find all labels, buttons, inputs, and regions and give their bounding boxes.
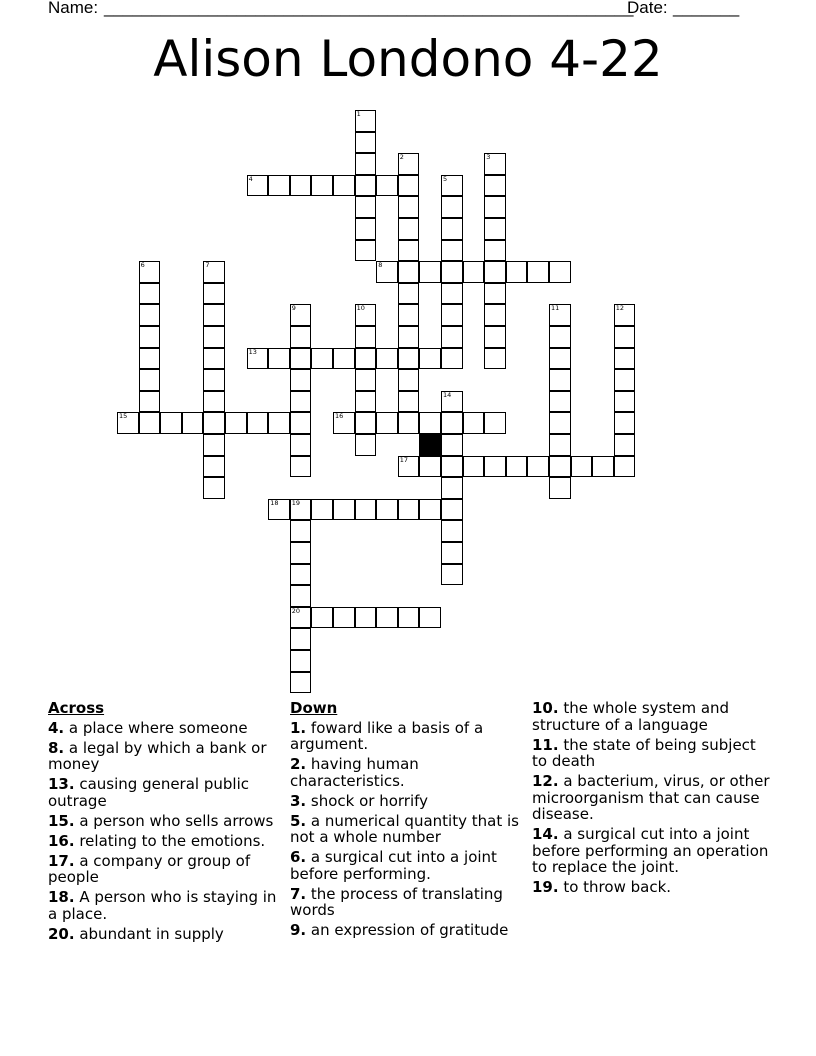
- black-cell: [419, 434, 441, 456]
- grid-cell[interactable]: [484, 326, 506, 348]
- clue-4: [48, 720, 283, 737]
- grid-cell[interactable]: [247, 348, 269, 370]
- grid-cell[interactable]: [398, 283, 420, 305]
- clue-text: causing general public outrage: [48, 775, 249, 810]
- grid-cell[interactable]: [290, 434, 312, 456]
- grid-cell[interactable]: [225, 412, 247, 434]
- grid-cell[interactable]: [484, 175, 506, 197]
- clue-text: foward like a basis of a argument.: [290, 718, 484, 753]
- grid-cell[interactable]: [290, 499, 312, 521]
- grid-cell[interactable]: [139, 391, 161, 413]
- grid-cell[interactable]: [614, 348, 636, 370]
- grid-cell[interactable]: [484, 240, 506, 262]
- grid-cell[interactable]: [398, 456, 420, 478]
- clue-text: a surgical cut into a joint before performing an operation to replace the joint.: [532, 825, 769, 876]
- cell-number: 10: [356, 304, 365, 313]
- clue-number: 7.: [290, 884, 307, 903]
- clue-9: [290, 922, 520, 939]
- clue-number: 20.: [48, 924, 75, 943]
- grid-cell[interactable]: [549, 412, 571, 434]
- clue-text: shock or horrify: [306, 791, 429, 810]
- grid-cell[interactable]: [333, 412, 355, 434]
- grid-cell[interactable]: [398, 261, 420, 283]
- name-blank[interactable]: ________________________________________________________: [104, 0, 634, 17]
- grid-cell[interactable]: [398, 196, 420, 218]
- clue-number: 5.: [290, 811, 307, 830]
- grid-cell[interactable]: [398, 218, 420, 240]
- grid-cell[interactable]: [139, 283, 161, 305]
- clue-number: 17.: [48, 851, 75, 870]
- cell-number: 19: [291, 498, 301, 507]
- grid-cell[interactable]: [139, 326, 161, 348]
- grid-cell[interactable]: [247, 412, 269, 434]
- grid-cell[interactable]: [139, 261, 161, 283]
- cell-number: 18: [270, 498, 279, 507]
- grid-cell[interactable]: [355, 304, 377, 326]
- page-title: Alison Londono 4-22: [153, 30, 663, 88]
- grid-cell[interactable]: [398, 304, 420, 326]
- grid-cell[interactable]: [203, 283, 225, 305]
- cell-number: 16: [335, 412, 344, 421]
- clue-14: [532, 826, 772, 876]
- grid-cell[interactable]: [419, 348, 441, 370]
- clue-number: 1.: [290, 718, 307, 737]
- grid-cell[interactable]: [441, 520, 463, 542]
- grid-cell[interactable]: [290, 585, 312, 607]
- clue-number: 15.: [48, 811, 75, 830]
- grid-cell[interactable]: [441, 261, 463, 283]
- grid-cell[interactable]: [355, 132, 377, 154]
- clue-number: 3.: [290, 791, 307, 810]
- grid-cell[interactable]: [376, 607, 398, 629]
- grid-cell[interactable]: [398, 175, 420, 197]
- down-clues-continued: [532, 700, 772, 899]
- grid-cell[interactable]: [419, 412, 441, 434]
- grid-cell[interactable]: [290, 672, 312, 694]
- grid-cell[interactable]: [311, 607, 333, 629]
- clue-number: 11.: [532, 735, 559, 754]
- grid-cell[interactable]: [355, 391, 377, 413]
- clue-number: 12.: [532, 772, 559, 790]
- grid-cell[interactable]: [355, 218, 377, 240]
- cell-number: 7: [205, 261, 210, 270]
- clue-text: a place where someone: [64, 718, 248, 737]
- grid-cell[interactable]: [441, 391, 463, 413]
- grid-cell[interactable]: [203, 477, 225, 499]
- grid-cell[interactable]: [571, 456, 593, 478]
- clue-text: having human characteristics.: [290, 755, 419, 790]
- clue-number: 6.: [290, 848, 307, 866]
- grid-cell[interactable]: [398, 412, 420, 434]
- clue-2: [290, 756, 520, 789]
- cell-number: 8: [378, 261, 383, 270]
- grid-cell[interactable]: [203, 304, 225, 326]
- down-heading: Down: [290, 699, 338, 717]
- cell-number: 2: [399, 153, 404, 162]
- grid-cell[interactable]: [203, 348, 225, 370]
- grid-cell[interactable]: [117, 412, 139, 434]
- cell-number: 13: [248, 347, 257, 356]
- grid-cell[interactable]: [290, 650, 312, 672]
- grid-cell[interactable]: [549, 391, 571, 413]
- clue-text: to throw back.: [558, 878, 672, 896]
- clue-text: a numerical quantity that is not a whole number: [290, 811, 519, 846]
- grid-cell[interactable]: [398, 499, 420, 521]
- grid-cell[interactable]: [333, 175, 355, 197]
- grid-cell[interactable]: [441, 326, 463, 348]
- grid-cell[interactable]: [139, 412, 161, 434]
- grid-cell[interactable]: [441, 542, 463, 564]
- grid-cell[interactable]: [549, 348, 571, 370]
- clue-12: [532, 773, 772, 823]
- grid-cell[interactable]: [398, 326, 420, 348]
- grid-cell[interactable]: [139, 348, 161, 370]
- grid-cell[interactable]: [484, 261, 506, 283]
- grid-cell[interactable]: [592, 456, 614, 478]
- grid-cell[interactable]: [441, 283, 463, 305]
- grid-cell[interactable]: [203, 434, 225, 456]
- clue-text: a bacterium, virus, or other microorganism that can cause disease.: [532, 772, 770, 823]
- grid-cell[interactable]: [355, 412, 377, 434]
- grid-cell[interactable]: [506, 456, 528, 478]
- clue-number: 2.: [290, 755, 307, 773]
- grid-cell[interactable]: [549, 456, 571, 478]
- grid-cell[interactable]: [398, 369, 420, 391]
- grid-cell[interactable]: [484, 348, 506, 370]
- grid-cell[interactable]: [203, 456, 225, 478]
- grid-cell[interactable]: [290, 412, 312, 434]
- grid-cell[interactable]: [290, 628, 312, 650]
- clue-number: 10.: [532, 699, 559, 717]
- grid-cell[interactable]: [355, 434, 377, 456]
- clue-text: a person who sells arrows: [74, 811, 274, 830]
- grid-cell[interactable]: [419, 607, 441, 629]
- grid-cell[interactable]: [139, 304, 161, 326]
- grid-cell[interactable]: [398, 348, 420, 370]
- clue-text: relating to the emotions.: [74, 831, 266, 850]
- grid-cell[interactable]: [376, 175, 398, 197]
- grid-cell[interactable]: [355, 110, 377, 132]
- grid-cell[interactable]: [355, 175, 377, 197]
- grid-cell[interactable]: [290, 564, 312, 586]
- clue-number: 16.: [48, 831, 75, 850]
- grid-cell[interactable]: [355, 499, 377, 521]
- grid-cell[interactable]: [290, 391, 312, 413]
- clue-text: a company or group of people: [48, 851, 251, 886]
- clue-10: [532, 700, 772, 733]
- name-label: Name:: [48, 0, 99, 17]
- grid-cell[interactable]: [484, 283, 506, 305]
- clue-text: a legal by which a bank or money: [48, 738, 267, 773]
- clue-20: [48, 926, 283, 943]
- grid-cell[interactable]: [139, 369, 161, 391]
- grid-cell[interactable]: [441, 196, 463, 218]
- grid-cell[interactable]: [463, 456, 485, 478]
- across-clues: [48, 700, 283, 946]
- cell-number: 14: [443, 390, 452, 399]
- grid-cell[interactable]: [527, 456, 549, 478]
- grid-cell[interactable]: [355, 153, 377, 175]
- grid-cell[interactable]: [333, 499, 355, 521]
- grid-cell[interactable]: [290, 326, 312, 348]
- grid-cell[interactable]: [484, 456, 506, 478]
- grid-cell[interactable]: [549, 434, 571, 456]
- cell-number: 5: [443, 174, 448, 183]
- grid-cell[interactable]: [333, 348, 355, 370]
- grid-cell[interactable]: [441, 348, 463, 370]
- grid-cell[interactable]: [290, 304, 312, 326]
- cell-number: 12: [615, 304, 625, 313]
- cell-number: 3: [486, 153, 491, 162]
- grid-cell[interactable]: [247, 175, 269, 197]
- clue-16: [48, 833, 283, 850]
- grid-cell[interactable]: [419, 261, 441, 283]
- clue-text: the state of being subject to death: [532, 735, 756, 770]
- grid-cell[interactable]: [441, 434, 463, 456]
- grid-cell[interactable]: [463, 412, 485, 434]
- grid-cell[interactable]: [549, 369, 571, 391]
- clue-text: A person who is staying in a place.: [48, 888, 277, 923]
- clue-1: [290, 720, 520, 753]
- clue-number: 14.: [532, 825, 559, 843]
- grid-cell[interactable]: [549, 261, 571, 283]
- grid-cell[interactable]: [484, 218, 506, 240]
- cell-number: 1: [356, 110, 361, 118]
- clue-13: [48, 776, 283, 809]
- grid-cell[interactable]: [484, 196, 506, 218]
- grid-cell[interactable]: [203, 261, 225, 283]
- cell-number: 15: [119, 412, 128, 421]
- clue-text: an expression of gratitude: [306, 921, 509, 939]
- grid-cell[interactable]: [203, 391, 225, 413]
- cell-number: 11: [551, 304, 560, 313]
- grid-cell[interactable]: [549, 304, 571, 326]
- grid-cell[interactable]: [311, 499, 333, 521]
- grid-cell[interactable]: [441, 499, 463, 521]
- grid-cell[interactable]: [290, 369, 312, 391]
- grid-cell[interactable]: [549, 477, 571, 499]
- grid-cell[interactable]: [311, 348, 333, 370]
- grid-cell[interactable]: [355, 607, 377, 629]
- grid-cell[interactable]: [355, 369, 377, 391]
- date-blank[interactable]: _______: [673, 0, 740, 17]
- grid-cell[interactable]: [376, 499, 398, 521]
- grid-cell[interactable]: [506, 261, 528, 283]
- grid-cell[interactable]: [441, 304, 463, 326]
- grid-cell[interactable]: [549, 326, 571, 348]
- grid-cell[interactable]: [419, 456, 441, 478]
- down-clues: [290, 700, 520, 942]
- grid-cell[interactable]: [268, 175, 290, 197]
- grid-cell[interactable]: [290, 348, 312, 370]
- grid-cell[interactable]: [311, 175, 333, 197]
- clue-5: [290, 813, 520, 846]
- grid-cell[interactable]: [290, 456, 312, 478]
- across-heading: Across: [48, 699, 105, 717]
- grid-cell[interactable]: [527, 261, 549, 283]
- date-label: Date:: [627, 0, 668, 17]
- clue-7: [290, 886, 520, 919]
- grid-cell[interactable]: [160, 412, 182, 434]
- grid-cell[interactable]: [203, 326, 225, 348]
- grid-cell[interactable]: [376, 348, 398, 370]
- grid-cell[interactable]: [376, 412, 398, 434]
- clue-6: [290, 849, 520, 882]
- clue-number: 9.: [290, 921, 307, 939]
- clue-15: [48, 813, 283, 830]
- clue-text: the whole system and structure of a language: [532, 699, 730, 734]
- grid-cell[interactable]: [355, 326, 377, 348]
- grid-cell[interactable]: [355, 348, 377, 370]
- grid-cell[interactable]: [290, 520, 312, 542]
- clue-19: [532, 879, 772, 896]
- clue-3: [290, 793, 520, 810]
- clue-18: [48, 889, 283, 922]
- grid-cell[interactable]: [290, 175, 312, 197]
- cell-number: 4: [248, 174, 253, 183]
- grid-cell[interactable]: [419, 499, 441, 521]
- grid-cell[interactable]: [355, 196, 377, 218]
- grid-cell[interactable]: [614, 304, 636, 326]
- grid-cell[interactable]: [398, 607, 420, 629]
- grid-cell[interactable]: [182, 412, 204, 434]
- grid-cell[interactable]: [398, 153, 420, 175]
- cell-number: 9: [291, 304, 296, 313]
- grid-cell[interactable]: [203, 369, 225, 391]
- grid-cell[interactable]: [355, 240, 377, 262]
- grid-cell[interactable]: [441, 564, 463, 586]
- grid-cell[interactable]: [441, 240, 463, 262]
- cell-number: 17: [399, 455, 409, 464]
- grid-cell[interactable]: [614, 369, 636, 391]
- grid-cell[interactable]: [398, 391, 420, 413]
- grid-cell[interactable]: [376, 261, 398, 283]
- clue-text: abundant in supply: [74, 924, 224, 943]
- grid-cell[interactable]: [614, 434, 636, 456]
- clue-11: [532, 737, 772, 770]
- grid-cell[interactable]: [614, 456, 636, 478]
- grid-cell[interactable]: [268, 348, 290, 370]
- clue-8: [48, 740, 283, 773]
- grid-cell[interactable]: [484, 304, 506, 326]
- cell-number: 20: [291, 606, 301, 615]
- grid-cell[interactable]: [441, 218, 463, 240]
- clue-number: 13.: [48, 775, 75, 793]
- grid-cell[interactable]: [290, 542, 312, 564]
- grid-cell[interactable]: [463, 261, 485, 283]
- grid-cell[interactable]: [441, 477, 463, 499]
- grid-cell[interactable]: [398, 240, 420, 262]
- grid-cell[interactable]: [333, 607, 355, 629]
- grid-cell[interactable]: [484, 153, 506, 175]
- clue-text: a surgical cut into a joint before performing.: [290, 848, 497, 883]
- grid-cell[interactable]: [441, 412, 463, 434]
- grid-cell[interactable]: [484, 412, 506, 434]
- clue-text: the process of translating words: [290, 884, 503, 919]
- grid-cell[interactable]: [203, 412, 225, 434]
- grid-cell[interactable]: [441, 456, 463, 478]
- grid-cell[interactable]: [290, 607, 312, 629]
- grid-cell[interactable]: [268, 499, 290, 521]
- clue-number: 18.: [48, 888, 75, 906]
- grid-cell[interactable]: [441, 175, 463, 197]
- grid-cell[interactable]: [614, 326, 636, 348]
- cell-number: 6: [140, 261, 145, 270]
- clue-number: 8.: [48, 738, 65, 757]
- grid-cell[interactable]: [614, 391, 636, 413]
- clue-17: [48, 853, 283, 886]
- clue-number: 4.: [48, 718, 65, 737]
- grid-cell[interactable]: [268, 412, 290, 434]
- grid-cell[interactable]: [614, 412, 636, 434]
- clue-number: 19.: [532, 878, 559, 896]
